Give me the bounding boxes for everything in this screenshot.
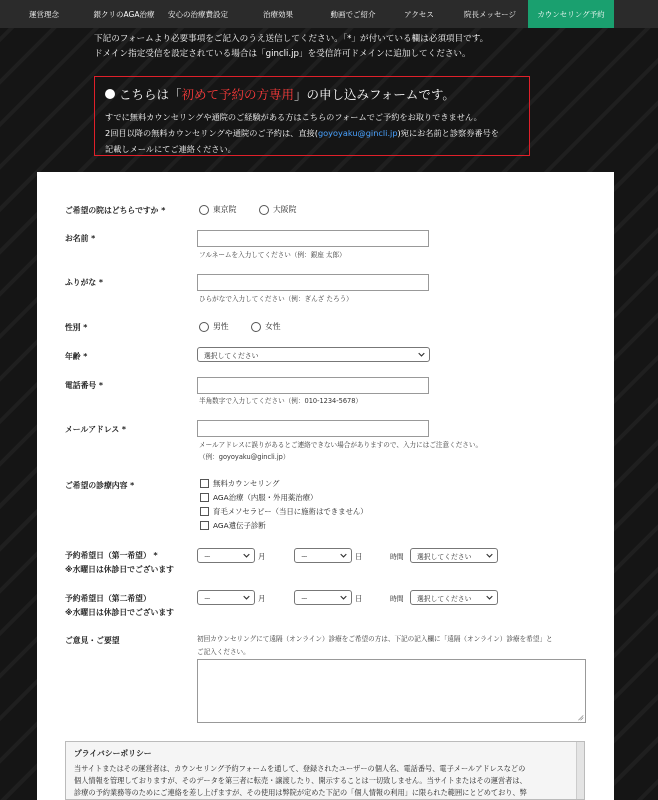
- intro-line-1: 下記のフォームより必要事項をご記入のうえ送信してください。「*」が付いている欄は必須項目です。: [94, 34, 489, 44]
- nav-item-director-message[interactable]: 院長メッセージ: [463, 9, 517, 19]
- email-hint-2: （例：goyoyaku@gincli.jp）: [199, 453, 290, 461]
- notice-email-link[interactable]: goyoyaku@gincli.jp: [317, 128, 398, 138]
- email-label: メールアドレス *: [65, 425, 126, 434]
- date2-note: ※水曜日は休診日でございます: [65, 608, 174, 617]
- chevron-down-icon: [418, 351, 425, 358]
- kana-hint: ひらがなで入力してください（例：ぎんざ たろう）: [199, 295, 353, 303]
- date2-day-unit: 日: [355, 594, 363, 603]
- privacy-line-3: 診療の予約業務等のためにご連絡を差し上げますが、その使用は弊院が定めた下記の「個人情報の利用」に限られた範囲にとどめており、弊: [74, 788, 527, 797]
- privacy-line-2: 個人情報を管理しておりますが、そのデータを第三者に転売・譲渡したり、開示することは一切致しません。当サイトまたはその運営者は、: [74, 776, 527, 785]
- treatment-checkbox-counseling[interactable]: [200, 478, 279, 489]
- treatment-checkbox-genetic[interactable]: [200, 520, 266, 531]
- date1-day-select[interactable]: [294, 548, 352, 563]
- chevron-down-icon: [340, 594, 347, 601]
- treatment-option-label: AGA遺伝子診断: [213, 521, 266, 530]
- nav-item-access[interactable]: アクセス: [404, 9, 434, 19]
- date1-time-select[interactable]: [410, 548, 498, 563]
- privacy-scrollbar[interactable]: [576, 742, 584, 800]
- date2-day-value: ー: [301, 594, 308, 603]
- name-input[interactable]: [197, 230, 429, 247]
- clinic-option-osaka-label: 大阪院: [273, 205, 297, 214]
- gender-option-female-label: 女性: [265, 322, 281, 331]
- date1-note: ※水曜日は休診日でございます: [65, 565, 174, 574]
- notice-heading-highlight: 初めて予約の方専用: [181, 87, 295, 102]
- opinion-hint-1: 初回カウンセリングにて遠隔（オンライン）診療をご希望の方は、下記の記入欄に「遠隔（オンライン）診療を希望」と: [197, 635, 553, 643]
- date2-label-text: 予約希望日（第二希望）: [65, 594, 151, 603]
- clinic-radio-tokyo[interactable]: [199, 204, 236, 215]
- privacy-line-1: 当サイトまたはその運営者は、カウンセリング予約フォームを通して、登録されたユーザーの個人名、電話番号、電子メールアドレスなどの: [74, 764, 526, 773]
- kana-input[interactable]: [197, 274, 429, 291]
- treatment-label: ご希望の診療内容 *: [65, 481, 135, 490]
- name-label: お名前 *: [65, 234, 96, 243]
- nav-item-philosophy[interactable]: 運営理念: [29, 9, 59, 19]
- gender-label: 性別 *: [65, 323, 88, 332]
- phone-input[interactable]: [197, 377, 429, 394]
- date2-time-label: 時間: [390, 595, 404, 603]
- gender-option-male-label: 男性: [213, 322, 229, 331]
- date2-time-value: 選択してください: [417, 594, 472, 603]
- treatment-checkbox-mesotherapy[interactable]: [200, 506, 368, 517]
- notice-line-2-post: )宛にお名前と診察券番号を: [397, 128, 499, 138]
- top-nav: [0, 0, 658, 28]
- date2-day-select[interactable]: [294, 590, 352, 605]
- notice-line-2-pre: 2回目以降の無料カウンセリングや通院のご予約は、直接(: [105, 128, 318, 138]
- age-select-value: 選択してください: [204, 351, 259, 360]
- nav-item-pricing[interactable]: 安心の治療費設定: [168, 9, 228, 19]
- checkbox-icon[interactable]: [200, 507, 209, 516]
- privacy-text: [74, 763, 576, 799]
- date2-month-select[interactable]: [197, 590, 255, 605]
- resize-handle-icon[interactable]: [577, 714, 584, 721]
- treatment-option-label: 育毛メソセラピー（当日に施術はできません）: [213, 507, 368, 516]
- date2-time-select[interactable]: [410, 590, 498, 605]
- nav-item-aga-treatment[interactable]: 銀クリのAGA治療: [93, 9, 155, 19]
- date1-label-text: 予約希望日（第一希望） *: [65, 551, 158, 560]
- nav-item-counseling-reservation[interactable]: カウンセリング予約: [528, 0, 614, 28]
- date1-month-value: ー: [204, 552, 211, 561]
- radio-icon[interactable]: [259, 205, 269, 215]
- privacy-title: プライバシーポリシー: [74, 749, 152, 758]
- nav-item-results[interactable]: 治療効果: [263, 9, 293, 19]
- notice-line-2: [105, 125, 519, 141]
- chevron-down-icon: [486, 594, 493, 601]
- date1-month-select[interactable]: [197, 548, 255, 563]
- treatment-option-label: AGA治療（内服・外用薬治療）: [213, 493, 318, 502]
- notice-line-1: すでに無料カウンセリングや通院のご経験がある方はこちらのフォームでご予約をお取りできません。: [105, 112, 482, 122]
- treatment-checkbox-aga[interactable]: [200, 492, 317, 503]
- clinic-option-tokyo-label: 東京院: [213, 205, 237, 214]
- phone-hint: 半角数字で入力してください（例：010-1234-5678）: [199, 397, 362, 405]
- radio-icon[interactable]: [199, 322, 209, 332]
- date1-label: [65, 550, 174, 575]
- clinic-label: ご希望の院はどちらですか *: [65, 206, 166, 215]
- opinion-hint-2: ご記入ください。: [197, 648, 250, 656]
- date2-month-unit: 月: [258, 594, 266, 603]
- intro-text: [94, 32, 488, 62]
- checkbox-icon[interactable]: [200, 493, 209, 502]
- age-label: 年齢 *: [65, 352, 88, 361]
- phone-label: 電話番号 *: [65, 381, 103, 390]
- clinic-radio-osaka[interactable]: [259, 204, 296, 215]
- date2-month-value: ー: [204, 594, 211, 603]
- email-hint-1: メールアドレスに誤りがあるとご連絡できない場合がありますので、入力にはご注意ください。: [199, 441, 483, 449]
- notice-body: [105, 109, 519, 157]
- name-hint: フルネームを入力してください（例：銀座 太郎）: [199, 251, 346, 259]
- chevron-down-icon: [340, 552, 347, 559]
- age-select[interactable]: [197, 347, 430, 362]
- gender-radio-female[interactable]: [251, 321, 281, 332]
- notice-heading: [105, 85, 519, 103]
- first-time-notice: [94, 76, 530, 156]
- opinion-label: ご意見・ご要望: [65, 636, 120, 645]
- notice-heading-post: 」の申し込みフォームです。: [294, 87, 455, 102]
- chevron-down-icon: [486, 552, 493, 559]
- date1-day-value: ー: [301, 552, 308, 561]
- treatment-option-label: 無料カウンセリング: [213, 479, 280, 488]
- privacy-policy-box[interactable]: [65, 741, 585, 800]
- email-input[interactable]: [197, 420, 429, 437]
- date1-time-label: 時間: [390, 553, 404, 561]
- chevron-down-icon: [243, 552, 250, 559]
- radio-icon[interactable]: [251, 322, 261, 332]
- notice-line-3: 記載しメールにてご連絡ください。: [105, 144, 236, 154]
- nav-item-video[interactable]: 動画でご紹介: [330, 9, 376, 19]
- date1-day-unit: 日: [355, 552, 363, 561]
- checkbox-icon[interactable]: [200, 521, 209, 530]
- kana-label: ふりがな *: [65, 278, 103, 287]
- date2-label: [65, 593, 174, 618]
- date1-month-unit: 月: [258, 552, 266, 561]
- reservation-form: [37, 172, 614, 800]
- date1-time-value: 選択してください: [417, 552, 472, 561]
- intro-line-2: ドメイン指定受信を設定されている場合は「gincli.jp」を受信許可ドメインに追加してください。: [94, 49, 471, 59]
- chevron-down-icon: [243, 594, 250, 601]
- opinion-textarea[interactable]: [197, 659, 586, 723]
- bullet-icon: [105, 89, 115, 99]
- gender-radio-male[interactable]: [199, 321, 229, 332]
- radio-icon[interactable]: [199, 205, 209, 215]
- notice-heading-pre: こちらは「: [119, 87, 182, 102]
- checkbox-icon[interactable]: [200, 479, 209, 488]
